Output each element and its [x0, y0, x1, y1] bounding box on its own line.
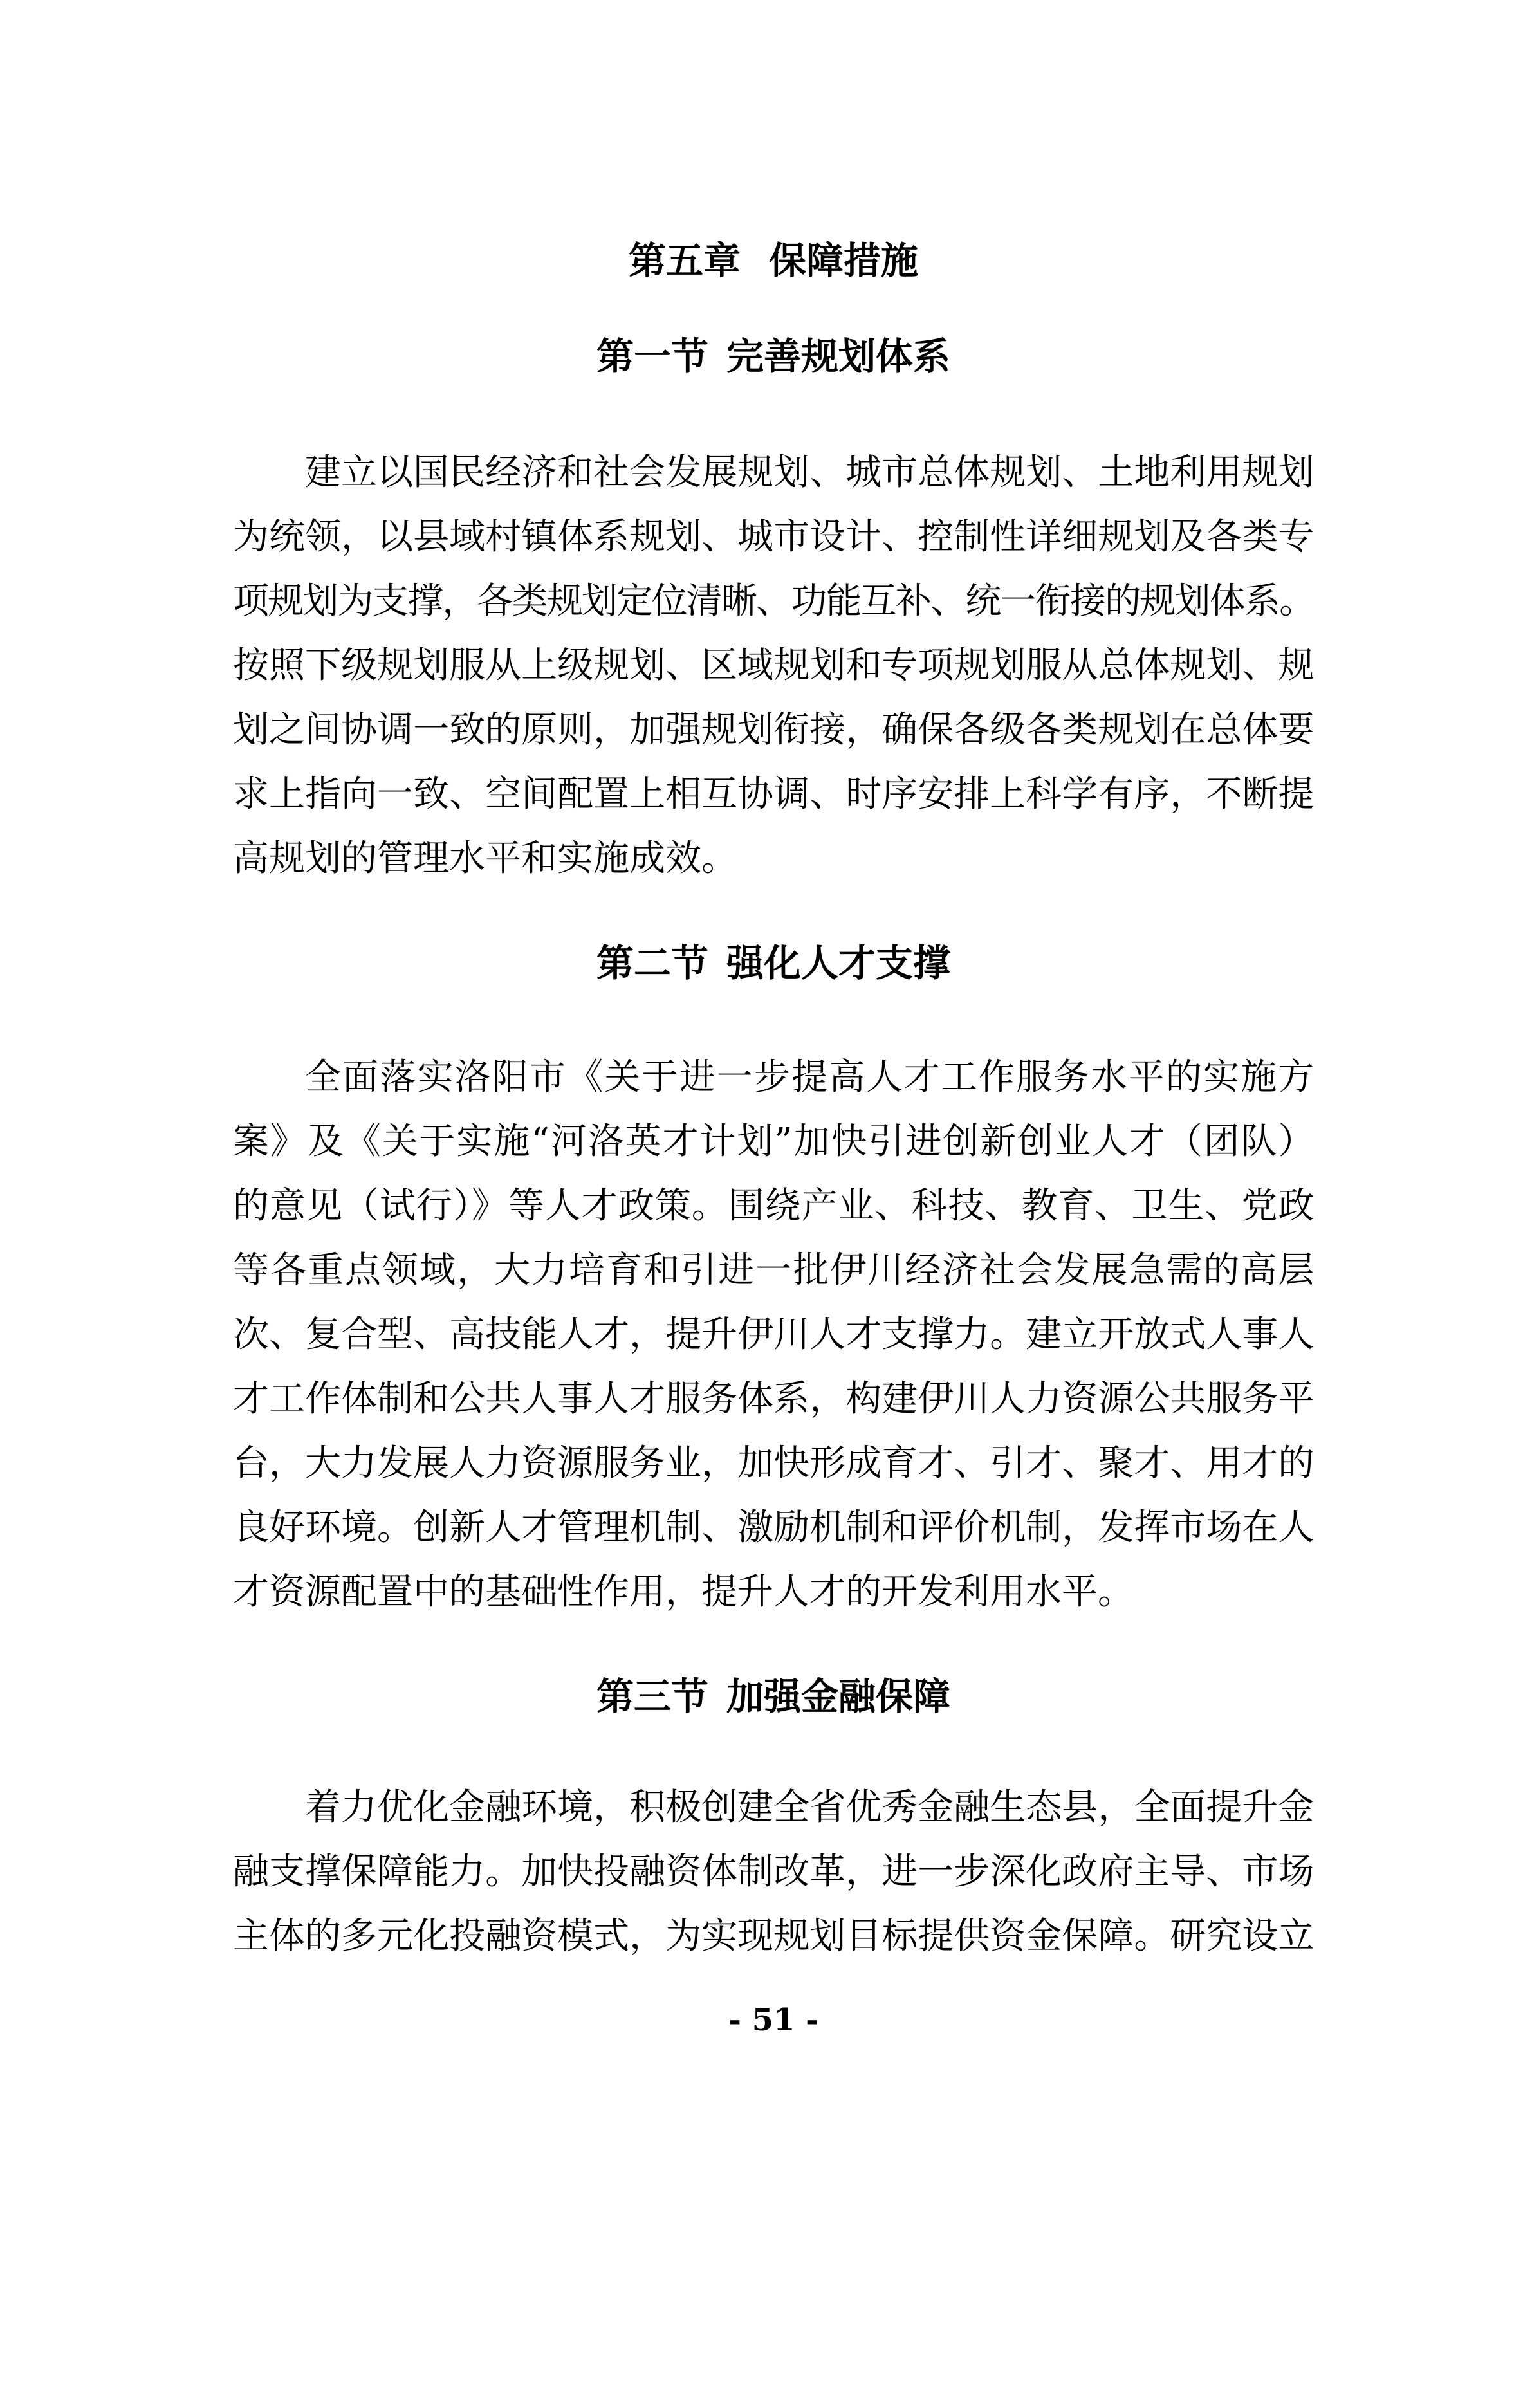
body-line: 着力优化金融环境，积极创建全省优秀金融生态县，全面提升金: [305, 1787, 1314, 1828]
chapter-title: 保障措施: [769, 239, 919, 282]
section-2-label: 第二节: [596, 941, 708, 985]
body-line: 的意见（试行）》等人才政策。围绕产业、科技、教育、卫生、党政: [233, 1185, 1314, 1227]
body-line: 为统领，以县域村镇体系规划、城市设计、控制性详细规划及各类专: [233, 516, 1314, 558]
section-3-heading: [233, 1675, 1314, 1718]
section-2-title: 强化人才支撑: [726, 941, 951, 985]
section-1-label: 第一节: [596, 335, 708, 378]
section-1-title: 完善规划体系: [726, 335, 951, 378]
body-line: 全面落实洛阳市《关于进一步提高人才工作服务水平的实施方: [305, 1056, 1314, 1098]
section-1-heading: [233, 335, 1314, 378]
body-line: 才资源配置中的基础性作用，提升人才的开发利用水平。: [233, 1571, 1134, 1613]
body-line: 台，大力发展人力资源服务业，加快形成育才、引才、聚才、用才的: [233, 1442, 1314, 1484]
section-3-paragraph: [233, 1776, 1314, 1969]
body-line: 求上指向一致、空间配置上相互协调、时序安排上科学有序，不断提: [233, 773, 1314, 815]
section-3-label: 第三节: [596, 1675, 708, 1718]
chapter-heading: [233, 239, 1314, 282]
body-line: 项规划为支撑，各类规划定位清晰、功能互补、统一衔接的规划体系。: [233, 580, 1314, 622]
body-line: 良好环境。创新人才管理机制、激励机制和评价机制，发挥市场在人: [233, 1507, 1314, 1549]
body-line: 主体的多元化投融资模式，为实现规划目标提供资金保障。研究设立: [233, 1915, 1314, 1957]
document-page: [0, 239, 1532, 2408]
body-line: 划之间协调一致的原则，加强规划衔接，确保各级各类规划在总体要: [233, 709, 1314, 751]
section-2-heading: [233, 941, 1314, 985]
body-line: 才工作体制和公共人事人才服务体系，构建伊川人力资源公共服务平: [233, 1378, 1314, 1420]
body-line: 等各重点领域，大力培育和引进一批伊川经济社会发展急需的高层: [233, 1249, 1314, 1291]
section-3-title: 加强金融保障: [726, 1675, 951, 1718]
page-number: - 51 -: [728, 2002, 819, 2038]
section-1-paragraph: [233, 441, 1314, 891]
body-line: 建立以国民经济和社会发展规划、城市总体规划、土地利用规划: [305, 452, 1314, 493]
body-line: 案》及《关于实施“河洛英才计划”加快引进创新创业人才（团队）: [233, 1121, 1314, 1163]
section-2-paragraph: [233, 1045, 1314, 1624]
body-line: 融支撑保障能力。加快投融资体制改革，进一步深化政府主导、市场: [233, 1851, 1314, 1893]
body-line: 高规划的管理水平和实施成效。: [233, 838, 737, 879]
chapter-label: 第五章: [628, 239, 741, 282]
body-line: 按照下级规划服从上级规划、区域规划和专项规划服从总体规划、规: [233, 645, 1314, 686]
body-line: 次、复合型、高技能人才，提升伊川人才支撑力。建立开放式人事人: [233, 1314, 1314, 1356]
